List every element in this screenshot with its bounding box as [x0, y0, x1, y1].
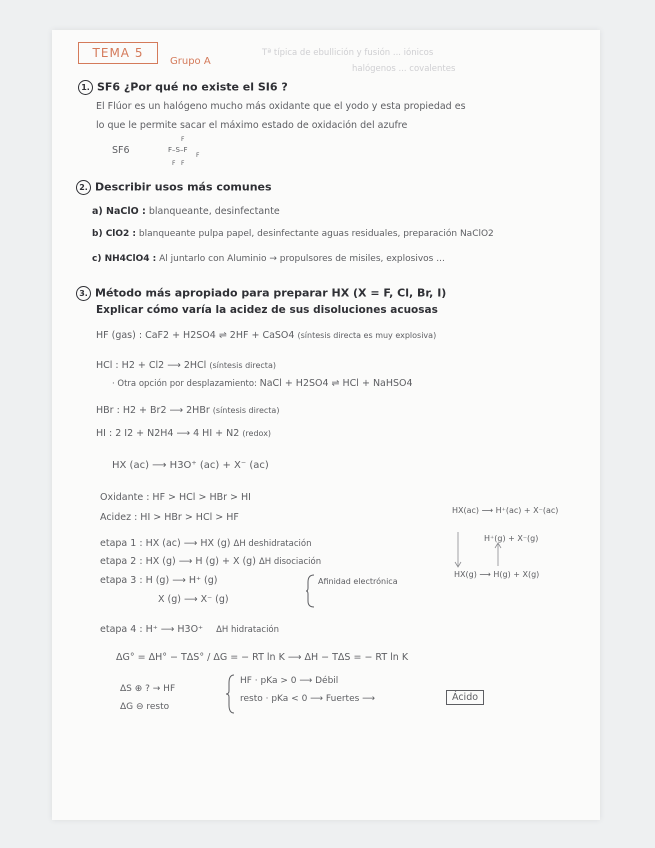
sf6-label: SF6 — [112, 145, 130, 156]
question-2 — [76, 180, 272, 195]
side-note-dissociation: HX(ac) ⟶ H⁺(ac) + X⁻(ac) — [452, 506, 559, 515]
sf6-structure-top-f: F — [181, 136, 185, 143]
reaction-hcl: HCl : H2 + Cl2 ⟶ 2HCl (síntesis directa) — [96, 360, 276, 371]
oxidante-order: Oxidante : HF > HCl > HBr > HI — [100, 492, 251, 503]
dissociation-equation: HX (ac) ⟶ H3O⁺ (ac) + X⁻ (ac) — [112, 460, 269, 471]
stage-3b: X (g) ⟶ X⁻ (g) — [158, 594, 229, 605]
sign-line-2: ΔG ⊖ resto — [120, 702, 170, 712]
question-number-3: 3. — [76, 286, 91, 301]
sf6-structure-bottom-f: F — [181, 160, 185, 167]
reaction-hcl-alt: · Otra opción por desplazamiento: NaCl + H2SO4 ⇌ HCl + NaHSO4 — [112, 378, 413, 389]
sf6-structure-bottom-f2: F — [172, 160, 176, 167]
stage-3: etapa 3 : H (g) ⟶ H⁺ (g) — [100, 575, 218, 586]
reaction-hf: HF (gas) : CaF2 + H2SO4 ⇌ 2HF + CaSO4 (síntesis directa es muy explosiva) — [96, 330, 437, 341]
stage-1: etapa 1 : HX (ac) ⟶ HX (g) ΔH deshidratación — [100, 538, 312, 549]
question-1 — [78, 80, 288, 95]
gibbs-equation: ΔG° = ΔH° − TΔS° / ΔG = − RT ln K ⟶ ΔH − TΔS = − RT ln K — [116, 652, 409, 663]
q2-item-a: a) NaClO : blanqueante, desinfectante — [92, 206, 280, 217]
question-2-text: Describir usos más comunes — [95, 180, 272, 194]
question-3 — [76, 286, 446, 301]
q2-item-b: b) ClO2 : blanqueante pulpa papel, desinfectante aguas residuales, preparación NaClO2 — [92, 229, 494, 239]
question-3-line-1: Método más apropiado para preparar HX (X = F, Cl, Br, I) — [95, 286, 447, 300]
question-3-line-2: Explicar cómo varía la acidez de sus disoluciones acuosas — [96, 304, 438, 316]
acidez-order: Acidez : HI > HBr > HCl > HF — [100, 512, 239, 523]
stage-2: etapa 2 : HX (g) ⟶ H (g) + X (g) ΔH disociación — [100, 556, 322, 567]
side-cycle-arrows — [452, 530, 512, 570]
stage-4: etapa 4 : H⁺ ⟶ H3O⁺ ΔH hidratación — [100, 624, 280, 635]
q1-answer-line-1: El Flúor es un halógeno mucho más oxidante que el yodo y esta propiedad es — [96, 101, 466, 112]
side-cycle: HX(g) ⟶ H(g) + X(g) — [454, 570, 540, 579]
reaction-hi: HI : 2 I2 + N2H4 ⟶ 4 HI + N2 (redox) — [96, 428, 272, 439]
ghost-text-top-1: Tª típica de ebullición y fusión ... iónicos — [262, 48, 434, 58]
sf6-structure: F–S–F — [168, 146, 188, 154]
result-box: Ácido — [446, 690, 484, 705]
question-number-2: 2. — [76, 180, 91, 195]
sf6-structure-right-f: F — [196, 152, 200, 159]
reaction-hbr: HBr : H2 + Br2 ⟶ 2HBr (síntesis directa) — [96, 405, 280, 416]
stage-3-term: Afinidad electrónica — [318, 577, 398, 586]
question-number-1: 1. — [78, 80, 93, 95]
sign-line-1: ΔS ⊕ ? → HF — [120, 684, 176, 694]
pka-line-1: HF · pKa > 0 ⟶ Débil — [240, 676, 339, 686]
question-1-text: SF6 ¿Por qué no existe el SI6 ? — [97, 80, 288, 94]
stage-3-bracket — [306, 574, 316, 608]
ghost-text-top-2: halógenos ... covalentes — [352, 64, 456, 74]
side-cycle-top: H⁺(g) + X⁻(g) — [484, 534, 539, 543]
pka-bracket — [226, 674, 236, 714]
pka-line-2: resto · pKa < 0 ⟶ Fuertes ⟶ — [240, 694, 376, 704]
q2-item-c: c) NH4ClO4 : Al juntarlo con Aluminio → propulsores de misiles, explosivos ... — [92, 254, 445, 264]
grupo-label: Grupo A — [170, 56, 211, 67]
tema-title: TEMA 5 — [78, 42, 158, 64]
q1-answer-line-2: lo que le permite sacar el máximo estado de oxidación del azufre — [96, 120, 408, 131]
